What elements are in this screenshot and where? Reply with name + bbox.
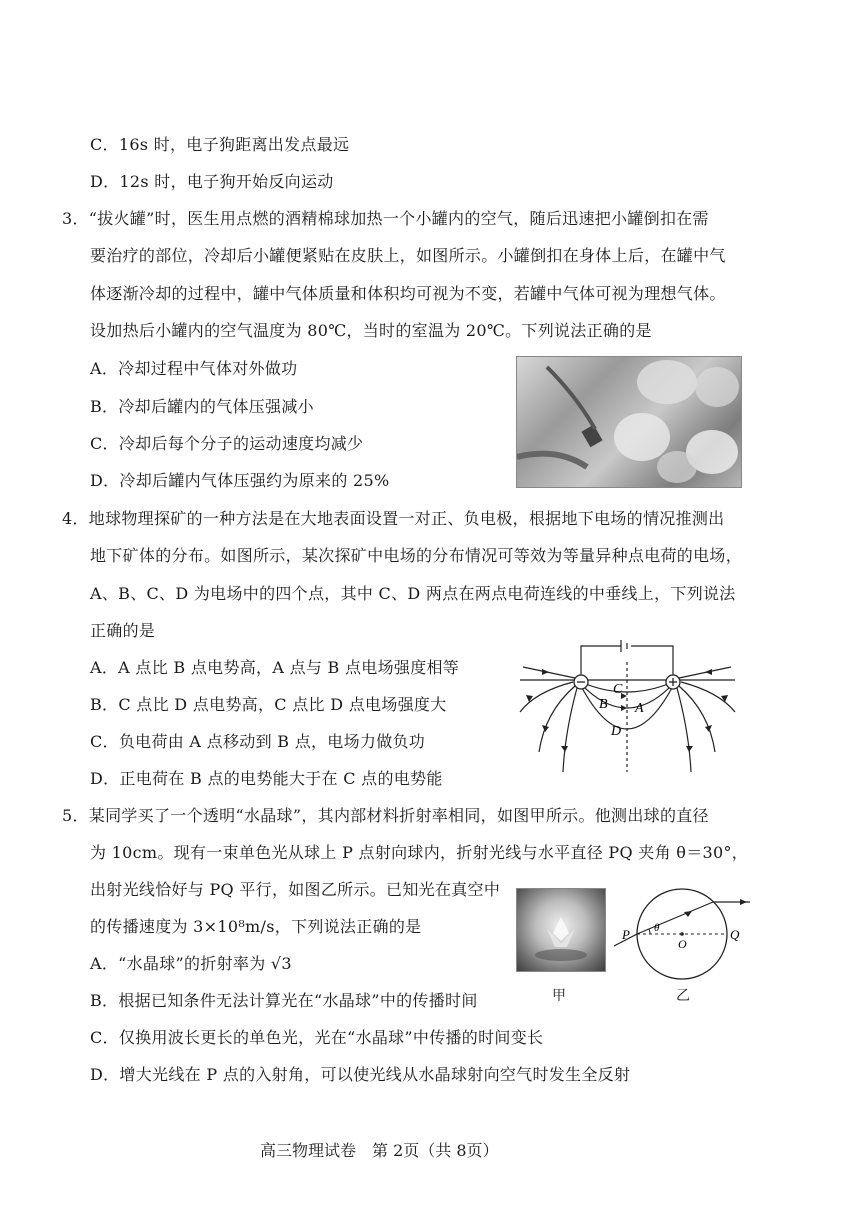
- angle-theta-label: θ: [654, 922, 660, 934]
- q5-stem-line4: 的传播速度为 3×10⁸m/s，下列说法正确的是: [90, 917, 422, 936]
- q5-option-a: A．“水晶球”的折射率为 √3: [90, 954, 292, 973]
- point-label-c: C: [613, 682, 623, 697]
- point-label-q: Q: [730, 927, 740, 942]
- q2-option-c: C．16s 时，电子狗距离出发点最远: [90, 135, 350, 154]
- q4-stem-line1: 4．地球物理探矿的一种方法是在大地表面设置一对正、负电极，根据地下电场的情况推测出: [62, 509, 725, 528]
- q3-option-b: B．冷却后罐内的气体压强减小: [90, 397, 314, 416]
- q3-option-d: D．冷却后罐内气体压强约为原来的 25%: [90, 471, 390, 490]
- crystal-ball-drawing: [517, 889, 605, 971]
- point-label-p: P: [622, 927, 630, 942]
- q4-option-a: A．A 点比 B 点电势高，A 点与 B 点电场强度相等: [90, 658, 460, 677]
- q4-option-c: C．负电荷由 A 点移动到 B 点，电场力做负功: [90, 732, 426, 751]
- q5-option-b: B．根据已知条件无法计算光在“水晶球”中的传播时间: [90, 991, 478, 1010]
- q3-stem-line3: 体逐渐冷却的过程中，罐中气体质量和体积均可视为不变，若罐中气体可视为理想气体。: [90, 284, 726, 303]
- point-label-a: A: [635, 701, 644, 716]
- optics-figure: [612, 884, 752, 984]
- q5-stem-line1: 5．某同学买了一个透明“水晶球”，其内部材料折射率相同，如图甲所示。他测出球的直径: [62, 806, 709, 825]
- cupping-photo-drawing: [517, 357, 741, 487]
- q4-option-b: B．C 点比 D 点电势高，C 点比 D 点电场强度大: [90, 695, 447, 714]
- crystal-ball-photo: [516, 888, 606, 972]
- q3-stem-line2: 要治疗的部位，冷却后小罐便紧贴在皮肤上，如图所示。小罐倒扣在身体上后，在罐中气: [90, 246, 726, 265]
- q4-stem-line3: A、B、C、D 为电场中的四个点，其中 C、D 两点在两点电荷连线的中垂线上，下列说法: [90, 584, 736, 603]
- point-label-o: O: [678, 937, 687, 951]
- q3-option-a: A．冷却过程中气体对外做功: [90, 359, 298, 378]
- q5-stem-line3: 出射光线恰好与 PQ 平行，如图乙所示。已知光在真空中: [90, 880, 501, 899]
- q4-stem-line4: 正确的是: [90, 621, 156, 640]
- page-footer: 高三物理试卷 第 2页（共 8页）: [260, 1141, 499, 1160]
- q3-stem-line4: 设加热后小罐内的空气温度为 80℃，当时的室温为 20℃。下列说法正确的是: [90, 321, 652, 340]
- electric-field-figure: [515, 632, 740, 782]
- electric-field-diagram: [515, 632, 740, 782]
- point-label-d: D: [611, 724, 622, 739]
- cupping-photo: [516, 356, 742, 488]
- caption-yi: 乙: [676, 988, 690, 1004]
- q3-option-c: C．冷却后每个分子的运动速度均减少: [90, 434, 364, 453]
- q2-option-d: D．12s 时，电子狗开始反向运动: [90, 172, 334, 191]
- q3-stem-line1: 3．“拔火罐”时，医生用点燃的酒精棉球加热一个小罐内的空气，随后迅速把小罐倒扣在需: [62, 209, 709, 228]
- q5-option-c: C．仅换用波长更长的单色光，光在“水晶球”中传播的时间变长: [90, 1028, 544, 1047]
- optics-diagram: [612, 884, 752, 984]
- q4-option-d: D．正电荷在 B 点的电势能大于在 C 点的电势能: [90, 769, 443, 788]
- caption-jia: 甲: [552, 988, 566, 1004]
- q5-stem-line2: 为 10cm。现有一束单色光从球上 P 点射向球内，折射光线与水平直径 PQ 夹角 θ＝30°，: [90, 843, 749, 862]
- q4-stem-line2: 地下矿体的分布。如图所示，某次探矿中电场的分布情况可等效为等量异种点电荷的电场，: [90, 546, 743, 565]
- point-label-b: B: [599, 697, 608, 712]
- q5-option-d: D．增大光线在 P 点的入射角，可以使光线从水晶球射向空气时发生全反射: [90, 1065, 631, 1084]
